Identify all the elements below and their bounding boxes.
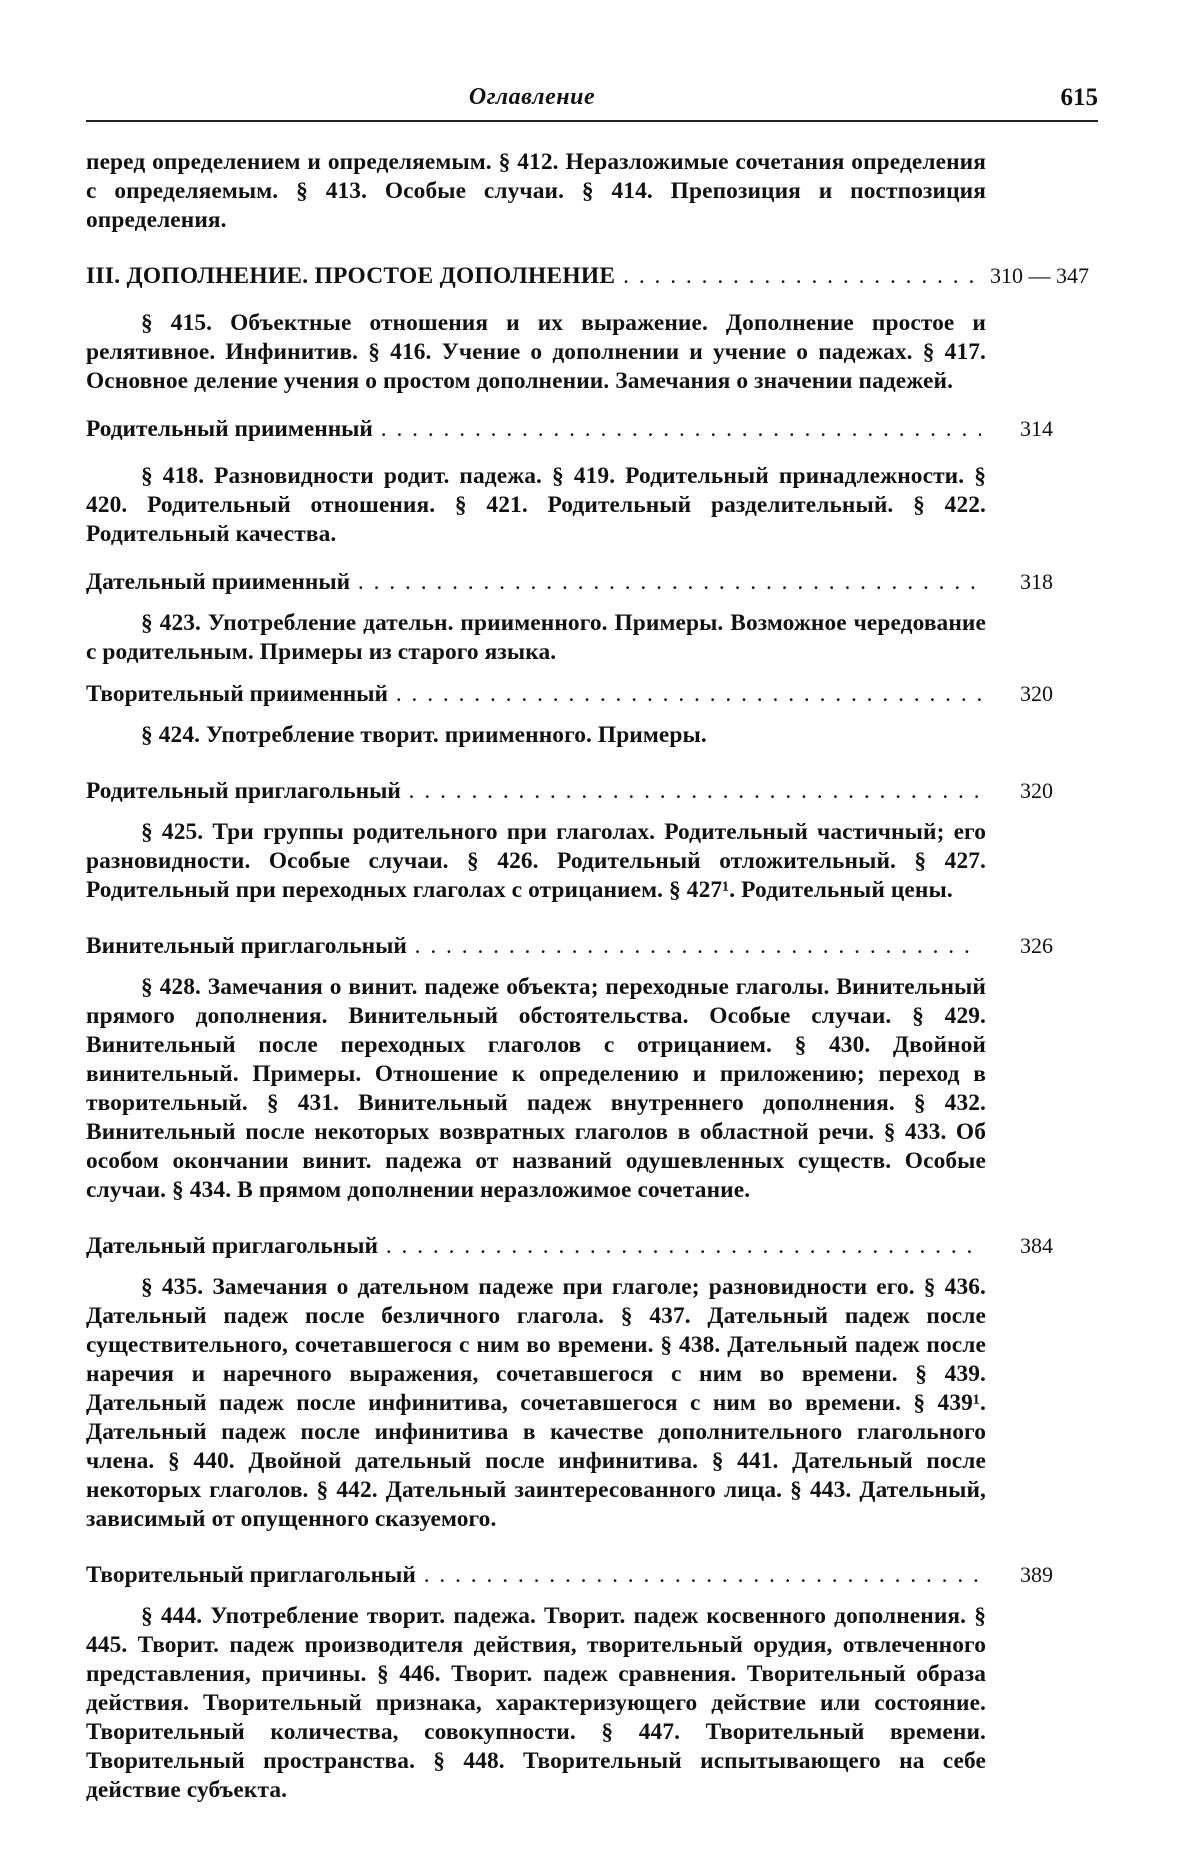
toc-paragraph: § 415. Объектные отношения и их выражение. Дополнение простое и релятивное. Инфинитив. § 416. Учение о дополнении и учение о падежах. § 417. Основное деление учения о простом дополнении. Замечания о значении падежей. bbox=[86, 310, 986, 394]
toc-entry-roditelny-priglagolny bbox=[86, 776, 1098, 806]
toc-heading: III. ДОПОЛНЕНИЕ. ПРОСТОЕ ДОПОЛНЕНИЕ . . . bbox=[86, 261, 981, 291]
toc-entry-datelny-priimenny bbox=[86, 567, 1098, 597]
toc-heading: Творительный приглагольный . . . bbox=[86, 1560, 981, 1590]
toc-heading: Винительный приглагольный . . . bbox=[86, 931, 981, 961]
running-header bbox=[86, 80, 1098, 122]
toc-heading: Дательный приглагольный . . . bbox=[86, 1231, 981, 1261]
toc-paragraph: § 424. Употребление творит. приименного. Примеры. bbox=[141, 722, 707, 748]
toc-pages: 320 bbox=[1020, 681, 1053, 706]
toc-heading: Родительный приименный . . . bbox=[86, 414, 981, 444]
toc-entry-vinitelny-priglagolny bbox=[86, 931, 1098, 961]
page-number: 615 bbox=[1060, 84, 1098, 111]
toc-paragraph: § 418. Разновидности родит. падежа. § 419. Родительный принадлежности. § 420. Родительный отношения. § 421. Родительный разделительный. § 422. Родительный качества. bbox=[86, 463, 986, 547]
toc-heading: Родительный приглагольный . . . bbox=[86, 776, 981, 806]
toc-paragraph: § 444. Употребление творит. падежа. Творит. падеж косвенного дополнения. § 445. Творит. падеж производителя действия, творительный орудия, отвлеченного представления, причины. § 446. Творит. падеж сравнения. Творительный образа действия. Творительный признака, характеризующего действие или состояние. Творительный количества, совокупности. § 447. Творительный времени. Творительный пространства. § 448. Творительный испытывающего на себе действие субъекта. bbox=[86, 1603, 986, 1803]
toc-entry-tvoritelny-priglagolny bbox=[86, 1560, 1098, 1590]
table-of-contents bbox=[86, 148, 1098, 1805]
toc-pages: 389 bbox=[1020, 1562, 1053, 1587]
toc-pages: 310 — 347 bbox=[990, 263, 1089, 288]
toc-entry-datelny-priglagolny bbox=[86, 1231, 1098, 1261]
toc-entry-roditelny-priimenny bbox=[86, 414, 1098, 444]
toc-pages: 314 bbox=[1020, 416, 1053, 441]
toc-pages: 320 bbox=[1020, 778, 1053, 803]
running-title: Оглавление bbox=[468, 84, 596, 110]
toc-pages: 384 bbox=[1020, 1233, 1053, 1258]
toc-paragraph: § 435. Замечания о дательном падеже при глаголе; разновидности его. § 436. Дательный падеж после безличного глагола. § 437. Дательный падеж после существительного, сочетавшегося с ним во времени. § 438. Дательный падеж после наречия и наречного выражения, сочетавшегося с ним во времени. § 439. Дательный падеж после инфинитива, сочетавшегося с ним во времени. § 439¹. Дательный падеж после инфинитива в качестве дополнительного глагольного члена. § 440. Двойной дательный после инфинитива. § 441. Дательный после некоторых глаголов. § 442. Дательный заинтересованного лица. § 443. Дательный, зависимый от опущенного сказуемого. bbox=[86, 1274, 986, 1532]
intro-paragraph: перед определением и определяемым. § 412. Неразложимые сочетания определения с определяемым. § 413. Особые случаи. § 414. Препозиция и постпозиция определения. bbox=[86, 149, 986, 233]
toc-pages: 318 bbox=[1020, 569, 1053, 594]
toc-paragraph: § 428. Замечания о винит. падеже объекта; переходные глаголы. Винительный прямого дополнения. Винительный обстоятельства. Особые случаи. § 429. Винительный после переходных глаголов с отрицанием. § 430. Двойной винительный. Примеры. Отношение к определению и приложению; переход в творительный. § 431. Винительный падеж внутреннего дополнения. § 432. Винительный после некоторых возвратных глаголов в областной речи. § 433. Об особом окончании винит. падежа от названий одушевленных существ. Особые случаи. § 434. В прямом дополнении неразложимое сочетание. bbox=[86, 974, 986, 1203]
toc-paragraph: § 423. Употребление дательн. приименного. Примеры. Возможное чередование с родительным. Примеры из старого языка. bbox=[86, 610, 986, 665]
toc-heading: Творительный приименный . . . bbox=[86, 679, 981, 709]
book-page bbox=[86, 80, 1098, 1805]
toc-pages: 326 bbox=[1020, 933, 1053, 958]
toc-paragraph: § 425. Три группы родительного при глаголах. Родительный частичный; его разновидности. Особые случаи. § 426. Родительный отложительный. § 427. Родительный при переходных глаголах с отрицанием. § 427¹. Родительный цены. bbox=[86, 819, 986, 903]
toc-entry-tvoritelny-priimenny bbox=[86, 679, 1098, 709]
toc-entry-dopolnenie bbox=[86, 261, 1098, 291]
toc-heading: Дательный приименный . . . bbox=[86, 567, 981, 597]
